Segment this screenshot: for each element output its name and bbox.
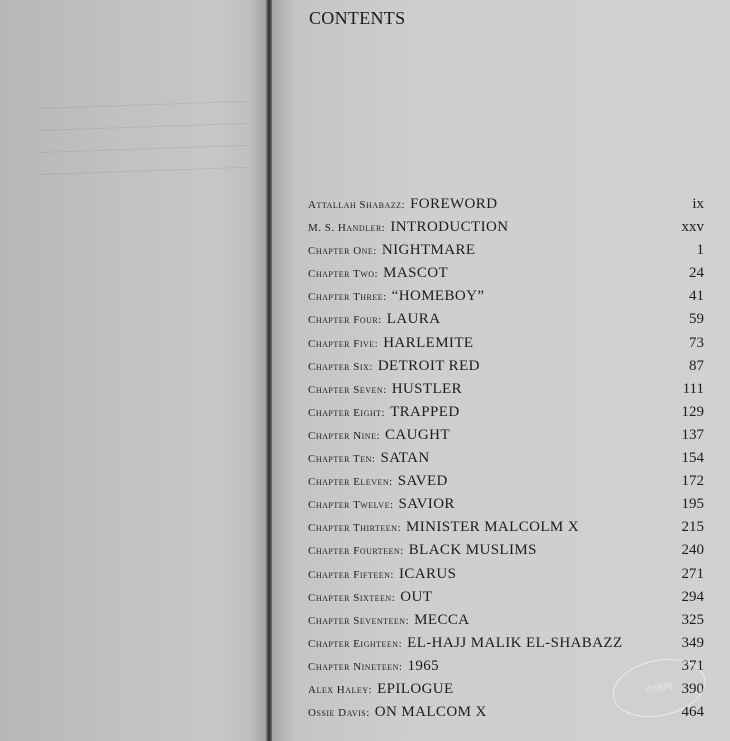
toc-entry-prefix: Alex Haley: bbox=[308, 683, 373, 696]
toc-entry-title: HARLEMITE bbox=[383, 334, 474, 351]
toc-entry bbox=[308, 402, 704, 425]
toc-entry-title: CAUGHT bbox=[385, 426, 450, 443]
toc-entry-title: HUSTLER bbox=[391, 380, 463, 397]
watermark-text: 中图网 bbox=[644, 679, 674, 696]
toc-entry-page: 59 bbox=[689, 311, 704, 328]
toc-entry-prefix: Chapter Ten: bbox=[308, 453, 376, 466]
toc-entry bbox=[308, 425, 704, 448]
toc-entry-title: ON MALCOM X bbox=[374, 704, 487, 721]
toc-entry-prefix: Chapter Sixteen: bbox=[308, 591, 396, 604]
toc-entry-page: 111 bbox=[682, 380, 704, 397]
toc-entry bbox=[308, 240, 704, 263]
toc-entry-page: xxv bbox=[681, 219, 704, 236]
toc-entry-prefix: Chapter Six: bbox=[308, 360, 373, 373]
toc-entry-title: NIGHTMARE bbox=[381, 242, 476, 259]
toc-entry-title: EL-HAJJ MALIK EL-SHABAZZ bbox=[407, 634, 623, 651]
toc-entry-prefix: Chapter Twelve: bbox=[308, 499, 394, 512]
toc-entry-page: 294 bbox=[681, 588, 704, 605]
toc-entry bbox=[308, 286, 704, 309]
toc-entry-prefix: Chapter Nine: bbox=[308, 429, 381, 442]
toc-entry-page: 129 bbox=[681, 403, 704, 420]
toc-entry-title: MINISTER MALCOLM X bbox=[406, 519, 580, 536]
toc-entry-prefix: Ossie Davis: bbox=[308, 707, 370, 720]
toc-entry-prefix: Chapter Nineteen: bbox=[308, 660, 403, 673]
toc-entry-page: 240 bbox=[681, 542, 704, 559]
toc-entry bbox=[308, 517, 704, 540]
toc-entry-prefix: Chapter Seventeen: bbox=[308, 614, 410, 627]
toc-entry-title: SAVED bbox=[397, 473, 448, 490]
toc-entry-title: FOREWORD bbox=[410, 196, 498, 212]
left-page bbox=[0, 0, 268, 741]
toc-entry bbox=[308, 448, 704, 471]
toc-entry-title: 1965 bbox=[407, 657, 440, 674]
show-through-text bbox=[40, 95, 250, 185]
toc-entry-title: MECCA bbox=[414, 611, 470, 628]
page-title: CONTENTS bbox=[309, 8, 406, 28]
toc-entry-prefix: M. S. Handler: bbox=[308, 222, 386, 235]
toc-entry-page: 464 bbox=[681, 704, 704, 721]
toc-entry-prefix: Chapter Eleven: bbox=[308, 476, 393, 489]
toc-entry-prefix: Chapter Seven: bbox=[308, 383, 387, 396]
toc-entry-prefix: Chapter Fifteen: bbox=[308, 568, 394, 581]
toc-entry-prefix: Chapter Five: bbox=[308, 337, 379, 350]
toc-entry-title: MASCOT bbox=[383, 265, 449, 282]
toc-entry-page: 390 bbox=[681, 680, 704, 697]
toc-entry bbox=[308, 494, 704, 517]
toc-entry-page: 271 bbox=[681, 565, 704, 582]
toc-entry-page: 137 bbox=[681, 426, 704, 443]
toc-entry-prefix: Chapter Fourteen: bbox=[308, 545, 404, 558]
toc-entry-prefix: Chapter Three: bbox=[308, 291, 387, 304]
toc-entry-title: OUT bbox=[400, 588, 433, 605]
toc-entry bbox=[308, 540, 704, 563]
toc-entry-prefix: Attallah Shabazz: bbox=[308, 199, 406, 211]
toc-entry-page: 371 bbox=[681, 657, 704, 674]
toc-entry bbox=[308, 309, 704, 332]
toc-entry-page: 154 bbox=[681, 450, 704, 467]
toc-entry bbox=[308, 587, 704, 610]
toc-entry bbox=[308, 333, 704, 356]
table-of-contents bbox=[308, 194, 704, 725]
toc-entry bbox=[308, 263, 704, 286]
toc-entry-prefix: Chapter Eight: bbox=[308, 406, 386, 419]
toc-entry bbox=[308, 217, 704, 240]
toc-entry-page: 349 bbox=[681, 634, 704, 651]
toc-entry-title: ICARUS bbox=[398, 565, 457, 582]
toc-entry-page: 73 bbox=[689, 334, 704, 351]
toc-entry-prefix: Chapter Four: bbox=[308, 314, 382, 327]
toc-entry-title: TRAPPED bbox=[390, 403, 460, 420]
toc-entry-page: 172 bbox=[681, 473, 704, 490]
toc-entry-prefix: Chapter Thirteen: bbox=[308, 522, 402, 535]
toc-entry-title: SATAN bbox=[380, 450, 430, 467]
toc-entry-page: 87 bbox=[689, 357, 704, 374]
toc-entry-prefix: Chapter Two: bbox=[308, 268, 379, 281]
toc-entry bbox=[308, 564, 704, 587]
toc-entry bbox=[308, 471, 704, 494]
toc-entry-page: 41 bbox=[689, 288, 704, 305]
toc-entry bbox=[308, 356, 704, 379]
toc-entry-page: 215 bbox=[681, 519, 704, 536]
toc-entry-prefix: Chapter Eighteen: bbox=[308, 637, 403, 650]
toc-entry-page: 1 bbox=[696, 242, 704, 259]
toc-entry-title: “HOMEBOY” bbox=[391, 288, 485, 305]
toc-entry-page: 325 bbox=[681, 611, 704, 628]
toc-entry-title: DETROIT RED bbox=[377, 357, 480, 374]
toc-entry-title: INTRODUCTION bbox=[390, 219, 509, 236]
toc-entry bbox=[308, 194, 704, 217]
toc-entry-page: 195 bbox=[681, 496, 704, 513]
toc-entry-prefix: Chapter One: bbox=[308, 245, 377, 258]
toc-entry-title: EPILOGUE bbox=[377, 680, 454, 697]
toc-entry-title: BLACK MUSLIMS bbox=[408, 542, 537, 559]
toc-entry bbox=[308, 610, 704, 633]
toc-entry bbox=[308, 379, 704, 402]
toc-entry-page: 24 bbox=[689, 265, 704, 282]
toc-entry-title: LAURA bbox=[386, 311, 441, 328]
toc-entry-page: ix bbox=[692, 196, 704, 212]
toc-entry-title: SAVIOR bbox=[398, 496, 455, 513]
toc-entry bbox=[308, 633, 704, 656]
